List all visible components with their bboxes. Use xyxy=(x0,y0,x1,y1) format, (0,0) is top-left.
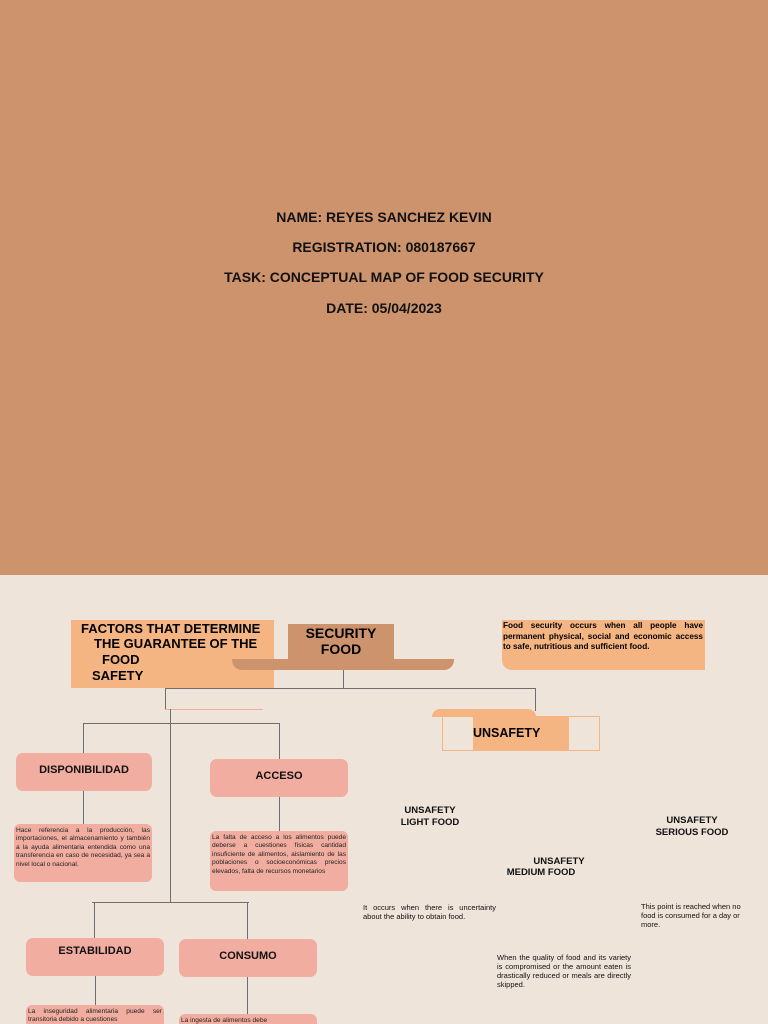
unsafety-label: UNSAFETY xyxy=(473,726,541,740)
connector xyxy=(170,709,171,902)
date-label: DATE: 05/04/2023 xyxy=(326,300,442,316)
estabilidad-text: La inseguridad alimentaria puede ser transitoria debido a cuestiones xyxy=(26,1005,164,1024)
connector xyxy=(95,976,96,1006)
estabilidad-node: ESTABILIDAD xyxy=(26,938,164,976)
connector xyxy=(247,977,248,1015)
factors-title-line2: THE GUARANTEE OF THE xyxy=(94,636,258,651)
security-food-box xyxy=(288,624,394,661)
connector xyxy=(165,709,263,710)
connector xyxy=(94,902,95,939)
student-name: NAME: REYES SANCHEZ KEVIN xyxy=(276,209,492,225)
acceso-node: ACCESO xyxy=(210,759,348,797)
factors-title-box xyxy=(71,620,274,688)
connector xyxy=(279,797,280,831)
light-title-2: LIGHT FOOD xyxy=(400,817,460,828)
concept-map-slide xyxy=(0,575,768,1024)
serious-title-1: UNSAFETY xyxy=(666,815,718,826)
connector xyxy=(343,670,344,689)
disponibilidad-node: DISPONIBILIDAD xyxy=(16,753,152,791)
definition-box xyxy=(502,620,705,670)
medium-title-1: UNSAFETY xyxy=(533,856,585,867)
consumo-text: La ingesta de alimentos debe xyxy=(179,1014,317,1024)
connector xyxy=(83,791,84,825)
disponibilidad-text: Hace referencia a la producción, las importaciones, el almacenamiento y también a la ayuda alimentaria entendida como una transferencia en caso de necesidad, ya sea a nivel local o nacional. xyxy=(14,824,152,882)
medium-text: When the quality of food and its variety is compromised or the amount eaten is drastically reduced or meals are directly skipped. xyxy=(497,953,631,989)
factors-title-line3: FOOD xyxy=(102,652,140,667)
medium-title-2: MEDIUM FOOD xyxy=(506,867,576,878)
registration-number: REGISTRATION: 080187667 xyxy=(292,239,476,255)
connector xyxy=(83,723,280,724)
light-text: It occurs when there is uncertainty about the ability to obtain food. xyxy=(363,903,496,921)
acceso-text: La falta de acceso a los alimentos puede deberse a cuestiones físicas cantidad insuficiente de alimentos, aislamiento de las poblaciones o socioeconómicas precios elevados, falta de recursos monetarios xyxy=(210,831,348,891)
task-title: TASK: CONCEPTUAL MAP OF FOOD SECURITY xyxy=(224,269,544,285)
connector xyxy=(92,902,249,903)
connector xyxy=(165,688,536,689)
serious-text: This point is reached when no food is consumed for a day or more. xyxy=(641,902,741,929)
serious-title-2: SERIOUS FOOD xyxy=(655,827,729,838)
connector xyxy=(165,688,166,710)
connector xyxy=(279,723,280,759)
unsafety-box xyxy=(473,717,569,750)
security-title-line1: SECURITY xyxy=(305,625,377,641)
factors-title-line1: FACTORS THAT DETERMINE xyxy=(81,621,261,636)
factors-title-line4: SAFETY xyxy=(92,668,144,683)
security-title-line2: FOOD xyxy=(320,641,362,657)
connector xyxy=(535,688,536,711)
definition-text: Food security occurs when all people have permanent physical, social and economic access to safe, nutritious and sufficient food. xyxy=(503,621,703,651)
connector xyxy=(83,723,84,753)
consumo-node: CONSUMO xyxy=(179,939,317,977)
light-title-1: UNSAFETY xyxy=(404,805,456,816)
connector xyxy=(247,902,248,939)
